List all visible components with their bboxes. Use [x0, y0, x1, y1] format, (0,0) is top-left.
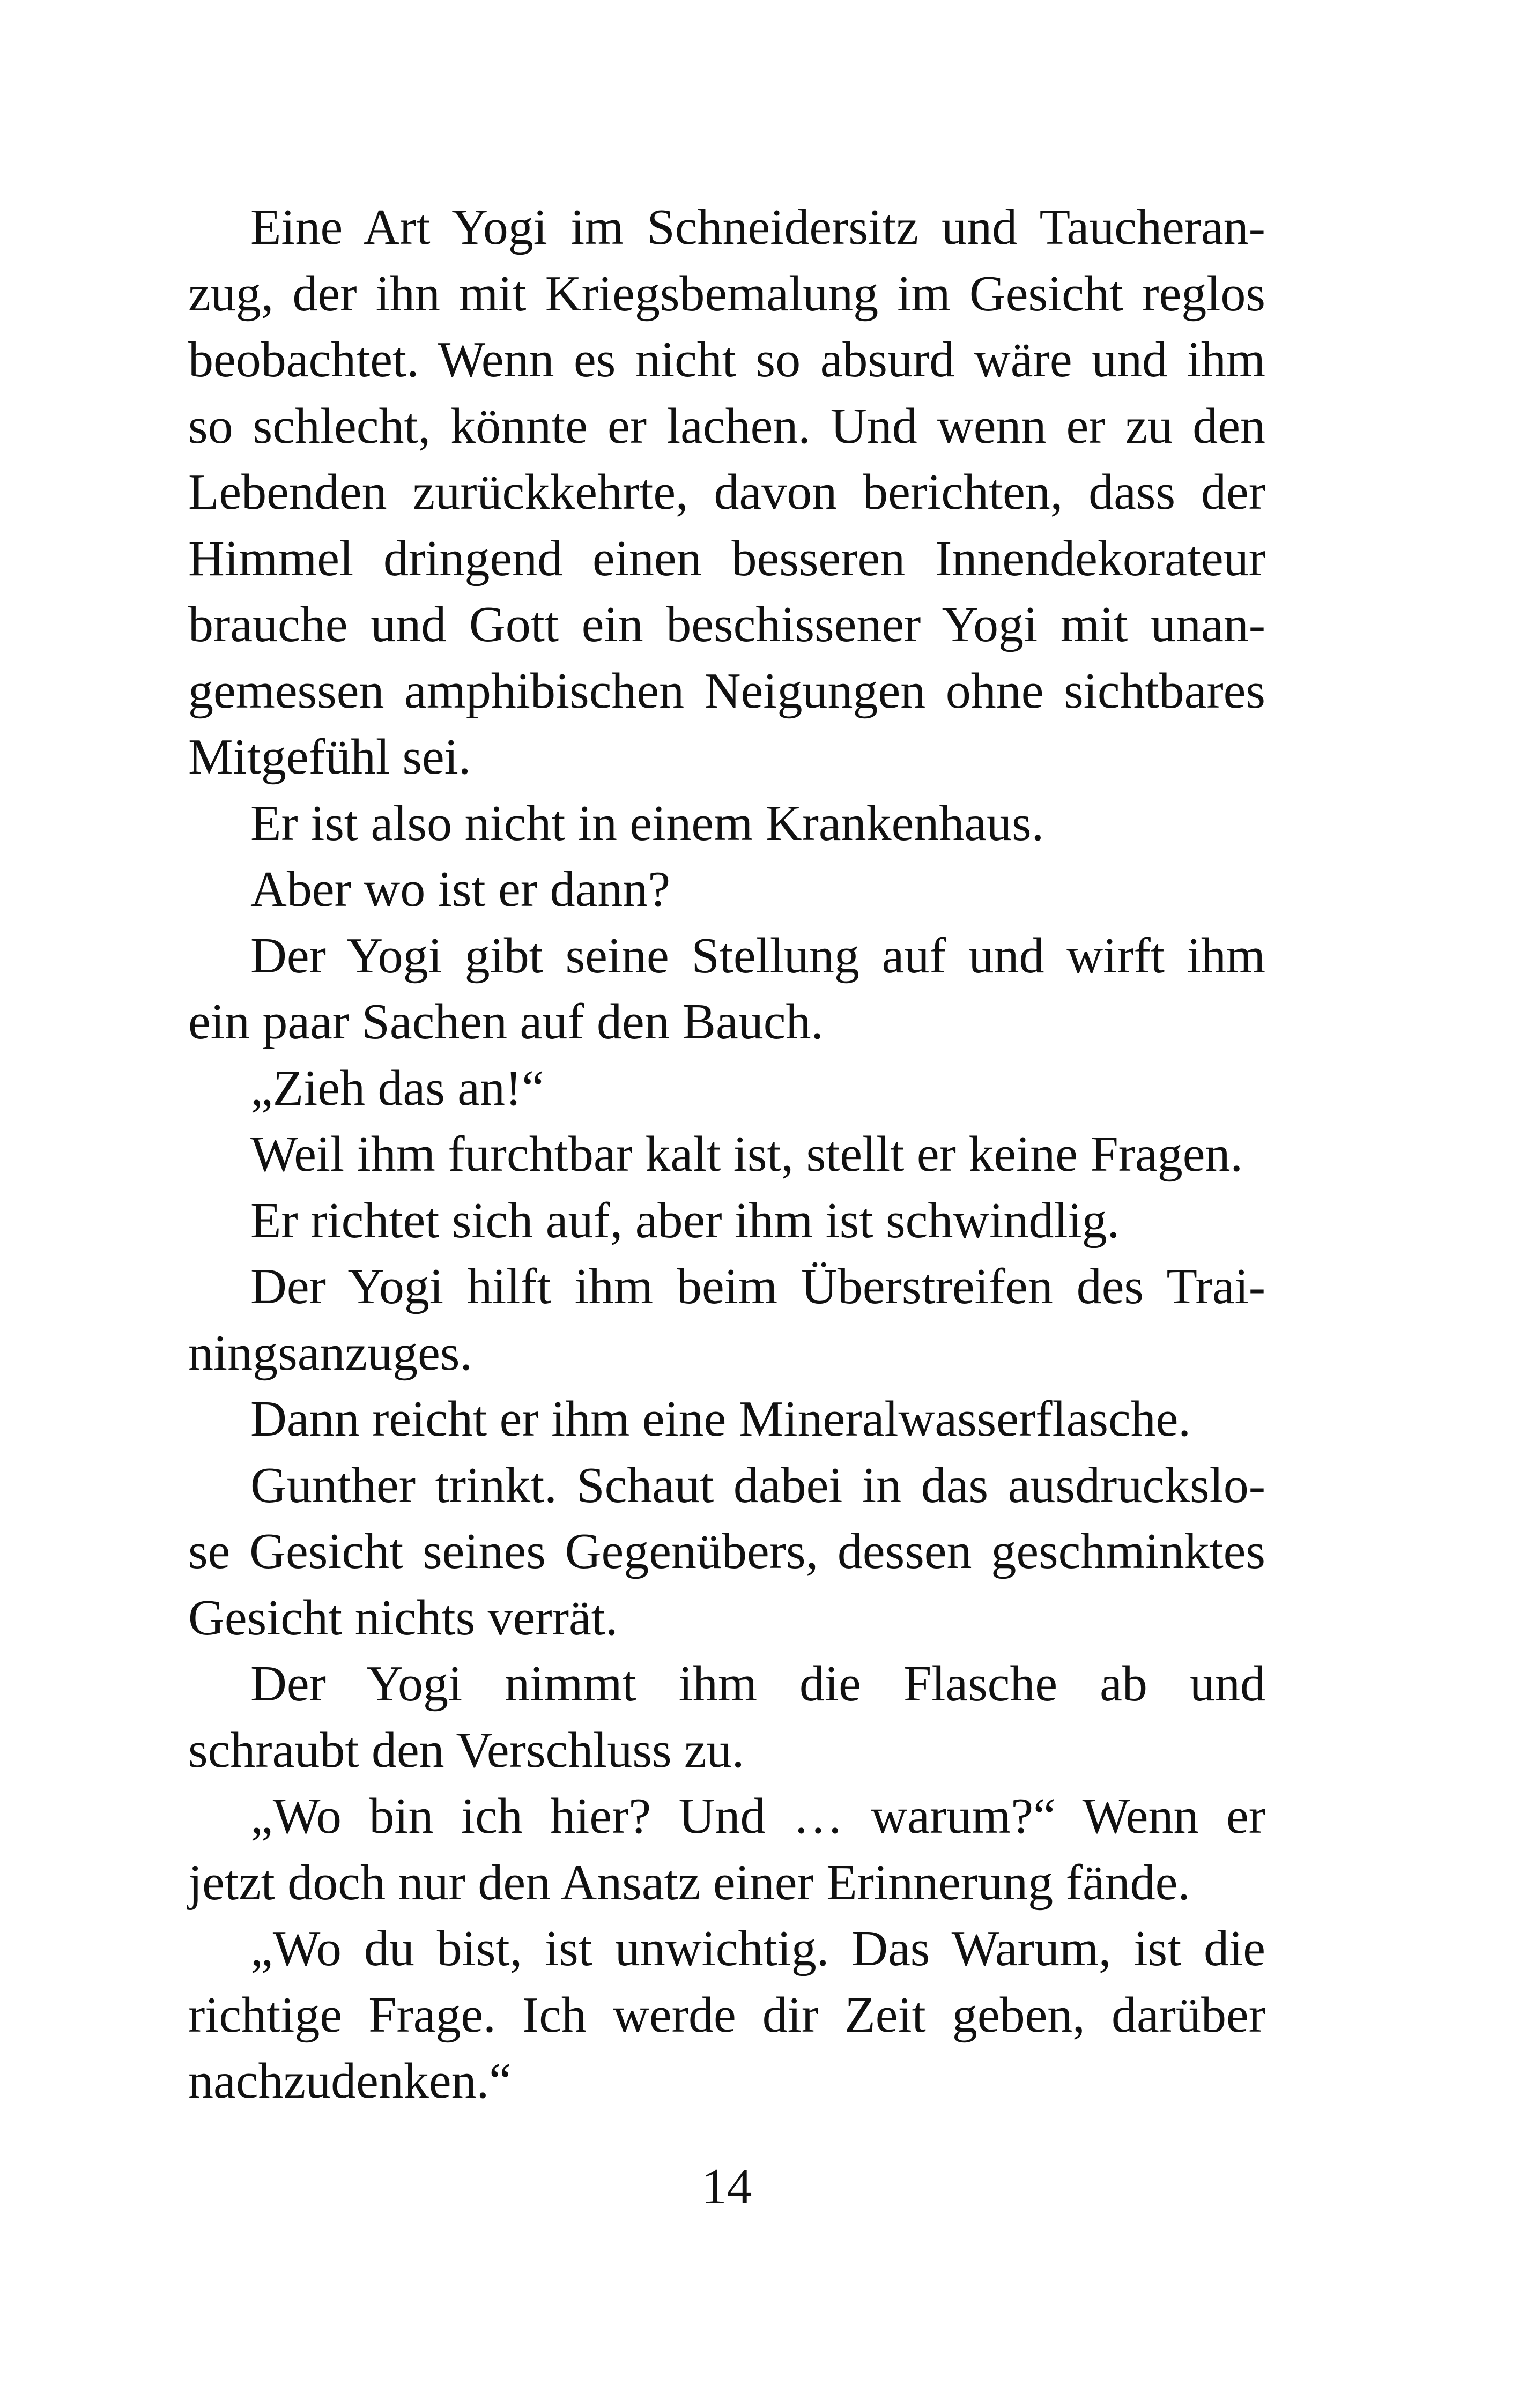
text-line: zug, der ihn mit Kriegsbemalung im Gesicht reglos	[188, 265, 1265, 322]
text-line: richtige Frage. Ich werde dir Zeit geben, darüber	[188, 1987, 1265, 2043]
text-line: gemessen amphibischen Neigungen ohne sichtbares	[188, 663, 1265, 719]
text-line: Er ist also nicht in einem Krankenhaus.	[250, 795, 1044, 851]
text-line: beobachtet. Wenn es nicht so absurd wäre und ihm	[188, 332, 1265, 388]
text-line: „Wo du bist, ist unwichtig. Das Warum, ist die	[250, 1921, 1265, 1976]
text-line: „Zieh das an!“	[250, 1060, 545, 1116]
paragraph	[188, 1254, 1265, 1386]
body-text	[188, 195, 1265, 2115]
text-line: schraubt den Verschluss zu.	[188, 1722, 745, 1778]
paragraph	[188, 1453, 1265, 1652]
text-line: Der Yogi nimmt ihm die Flasche ab und	[250, 1656, 1265, 1712]
paragraph	[188, 1386, 1265, 1453]
paragraph	[188, 923, 1265, 1056]
page-number: 14	[701, 2159, 752, 2214]
paragraph	[188, 1916, 1265, 2115]
text-line: ein paar Sachen auf den Bauch.	[188, 994, 824, 1050]
text-line: Der Yogi gibt seine Stellung auf und wirft ihm	[250, 927, 1265, 984]
text-line: brauche und Gott ein beschissener Yogi mit unan-	[188, 597, 1265, 652]
text-line: Dann reicht er ihm eine Mineralwasserflasche.	[250, 1391, 1191, 1447]
text-line: Himmel dringend einen besseren Innendekorateur	[188, 530, 1265, 586]
text-line: Eine Art Yogi im Schneidersitz und Taucheran-	[250, 199, 1265, 255]
text-line: Lebenden zurückkehrte, davon berichten, dass der	[188, 464, 1265, 520]
paragraph	[188, 857, 1265, 923]
text-line: Der Yogi hilft ihm beim Überstreifen des Trai-	[250, 1259, 1265, 1314]
paragraph	[188, 1121, 1265, 1188]
text-line: nachzudenken.“	[188, 2053, 512, 2109]
paragraph	[188, 1783, 1265, 1916]
text-line: Weil ihm furchtbar kalt ist, stellt er keine Fragen.	[250, 1126, 1243, 1182]
text-line: Gesicht nichts verrät.	[188, 1589, 618, 1646]
text-line: Aber wo ist er dann?	[250, 861, 671, 917]
paragraph	[188, 1651, 1265, 1783]
paragraph	[188, 791, 1265, 857]
paragraph	[188, 1056, 1265, 1122]
text-line: Gunther trinkt. Schaut dabei in das ausdruckslo-	[250, 1457, 1265, 1513]
text-line: ningsanzuges.	[188, 1325, 472, 1381]
text-line: Er richtet sich auf, aber ihm ist schwindlig.	[250, 1192, 1120, 1248]
paragraph	[188, 1188, 1265, 1254]
paragraph	[188, 195, 1265, 791]
text-line: „Wo bin ich hier? Und … warum?“ Wenn er	[250, 1788, 1265, 1844]
text-line: Mitgefühl sei.	[188, 729, 471, 785]
text-line: jetzt doch nur den Ansatz einer Erinnerung fände.	[188, 1854, 1190, 1911]
text-line: so schlecht, könnte er lachen. Und wenn er zu den	[188, 398, 1265, 454]
text-line: se Gesicht seines Gegenübers, dessen geschminktes	[188, 1523, 1265, 1579]
